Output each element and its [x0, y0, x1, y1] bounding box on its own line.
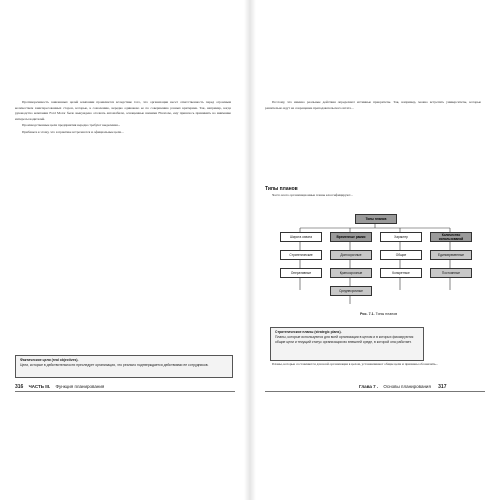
- footer-rule: [265, 391, 485, 392]
- right-footer: [355, 383, 447, 391]
- right-paragraph: Часто всего организационные планы классифицируют...: [272, 193, 353, 197]
- chapter-label: ЧАСТЬ III.: [28, 384, 51, 389]
- right-body-text-2: [265, 193, 481, 200]
- right-body-text-3: [265, 362, 481, 378]
- chapter-title: Функция планирования: [55, 384, 105, 389]
- diagram-category: Временные рамки: [330, 232, 372, 242]
- diagram-type: Стратегические: [280, 250, 322, 260]
- figure-number: Рис. 7.1.: [360, 312, 375, 316]
- chapter-title: Основы планирования: [383, 384, 431, 389]
- diagram-root: Типы планов: [355, 214, 397, 224]
- diagram-type: Общие: [380, 250, 422, 260]
- callout-text: Цели, которые в действительности преследует организация, что реально подтверждается действиями ее сотрудников.: [20, 363, 209, 367]
- left-paragraph: Производственные цели предприятия нередко требуют выделения...: [22, 123, 121, 127]
- right-paragraph: Планы, которые составляются для всей организации в целом, устанавливают общие цели и призваны обозначить...: [272, 362, 439, 366]
- figure-caption-text: Типы планов: [375, 312, 398, 316]
- diagram-type: Конкретные: [380, 268, 422, 278]
- definition-callout: [15, 355, 233, 378]
- diagram-type: Краткосрочные: [330, 268, 372, 278]
- plan-types-diagram: [275, 210, 475, 310]
- diagram-type: Оперативные: [280, 268, 322, 278]
- diagram-category: Широта охвата: [280, 232, 322, 242]
- diagram-category: Характер: [380, 232, 422, 242]
- callout-text: Планы, которые используются для всей организации в целом и в которых фиксируются общие цели и текущий статус организации во внешней среде, в которой она работает.: [275, 335, 414, 344]
- right-paragraph: Поэтому, что именно реальные действия определяют истинные приоритеты. Так, например, можно встретить университеты, которые решительно идут на сокращение преподавательского штата...: [265, 100, 481, 110]
- callout-title: Фактические цели (real objectives).: [20, 358, 79, 362]
- left-footer: [15, 383, 104, 391]
- page-number: 316: [15, 384, 24, 390]
- definition-callout: [270, 327, 424, 361]
- diagram-connectors: [275, 210, 475, 310]
- footer-rule: [15, 391, 235, 392]
- left-body-text: [15, 100, 231, 136]
- section-heading: Типы планов: [265, 186, 298, 192]
- chapter-label: Глава 7 .: [359, 384, 379, 389]
- diagram-type: Единовременные: [430, 250, 472, 260]
- diagram-type: Долгосрочные: [330, 250, 372, 260]
- diagram-type: Среднесрочные: [330, 286, 372, 296]
- callout-title: Стратегические планы (strategic plans).: [275, 330, 342, 334]
- figure-caption: [360, 312, 397, 316]
- page-number: 317: [438, 384, 447, 390]
- left-paragraph: Прибавьте к этому, что в практике встречаются и официальные цели...: [22, 129, 124, 134]
- left-paragraph: Противоречивость заявленных целей компании проявляется вследствие того, что организация несет ответственность перед огромным количеством заинтересованных сторон, которые, к сожалению, нередко одинаково ее по совершению разных критериев. Так, например, когда руководство компании Ford Motor было вынуждено отозвать автомобили, оснащенные шинами Firestone, ему пришлось принимать во внимание интересы водителей.: [15, 100, 231, 121]
- right-body-text: [265, 100, 481, 112]
- right-page: [250, 0, 500, 500]
- diagram-type: Постоянные: [430, 268, 472, 278]
- diagram-category: Количество использований: [430, 232, 472, 242]
